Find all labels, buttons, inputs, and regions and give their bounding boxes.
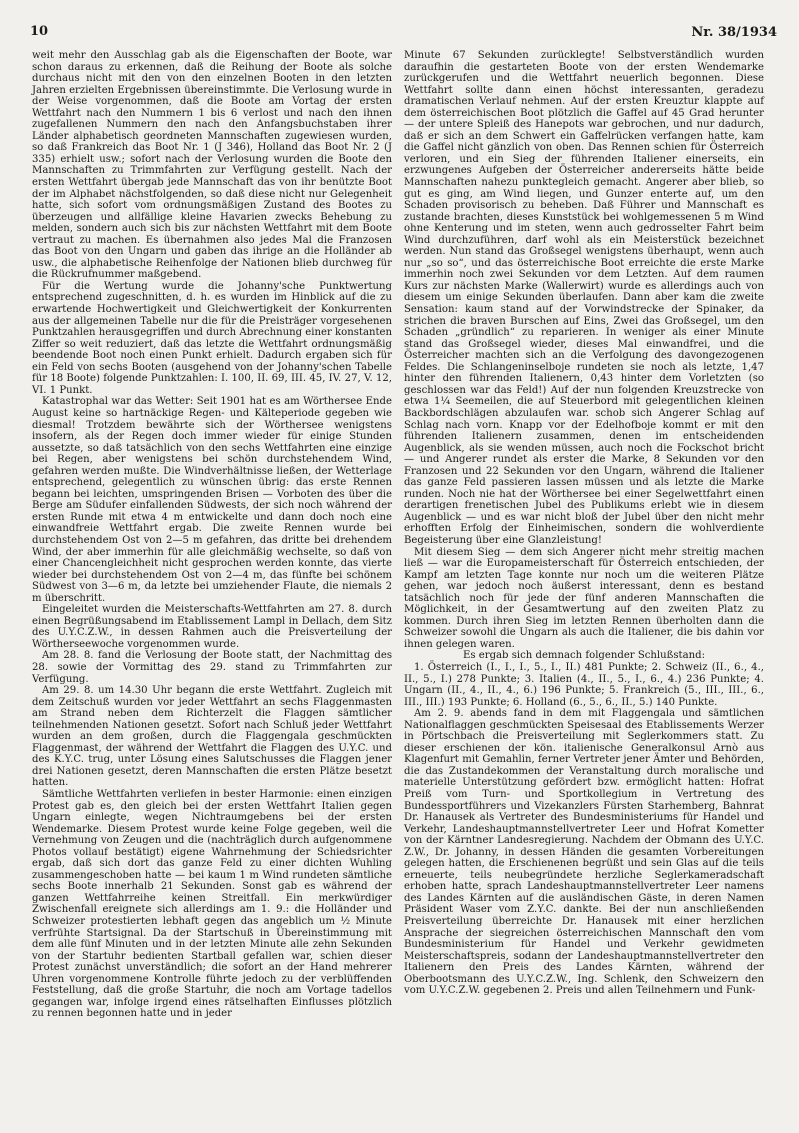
paragraph: Minute 67 Sekunden zurücklegte! Selbstverständlich wurden daraufhin die gestarteten Boote von der ersten Wendemarke zurückgerufen und die Wettfahrt neuerlich begonnen. Diese Wettfahrt sollte dann einen höchst interessanten, geradezu dramatischen Verlauf nehmen. Auf der ersten Kreuztur klappte auf dem österreichischen Boot plötzlich die Gaffel auf 45 Grad herunter — der untere Spleiß des Hanepots war gebrochen, und nur dadurch, daß er sich an dem Schwert ein Gaffelrücken verfangen hatte, kam die Gaffel nicht gänzlich von oben. Das Rennen schien für Österreich verloren, und ein Sieg der führenden Italiener einerseits, ein erzwungenes Aufgeben der Österreicher andererseits hätte beide Mannschaften nahezu punktegleich gemacht. Angerer aber blieb, so gut es ging, am Wind liegen, und Gunzer enterte auf, um den Schaden provisorisch zu beheben. Daß Führer und Mannschaft es zustande brachten, dieses Kunststück bei wohlgemessenen 5 m Wind ohne Kenterung und im steten, wenn auch gedrosselter Fahrt beim Wind durchzuführen, darf wohl als ein Meisterstück bezeichnet werden. Nun stand das Großsegel wenigstens überhaupt, wenn auch nur „so so“, und das österreichische Boot erreichte die erste Marke immerhin noch zwei Sekunden vor dem Letzten. Auf dem raumen Kurs zur nächsten Marke (Wallerwirt) wurde es allerdings auch von diesem um einige Sekunden überlaufen. Dann aber kam die zweite Sensation: kaum stand auf der Vorwindstrecke der Spinaker, da strichen die braven Burschen auf Eins, Zwei das Großsegel, um den Schaden „gründlich“ zu reparieren. In weniger als einer Minute stand das Großsegel wieder, dieses Mal einwandfrei, und die Österreicher machten sich an die Verfolgung des davongezogenen Feldes. Die Schlangeninselboje rundeten sie noch als letzte, 1,47 hinter den führenden Italienern, 0,43 hinter dem Vorletzten (so geschlossen war das Feld!) Auf der nun folgenden Kreuzstrecke von etwa 1¼ Seemeilen, die auf Steuerbord mit gelegentlichen kleinen Backbordschlägen abzulaufen war. schob sich Angerer Schlag auf Schlag nach vorn. Knapp vor der Edelhofboje kommt er mit den führenden Italienern zusammen, denen im entscheidenden Augenblick, als sie wenden müssen, auch noch die Fockschot bricht — und Angerer rundet als erster die Marke, 8 Sekunden vor den Franzosen und 22 Sekunden vor den Ungarn, während die Italiener das ganze Feld passieren lassen müssen und als letzte die Marke runden. Noch nie hat der Wörthersee bei einer Segelwettfahrt einen derartigen frenetischen Jubel des Publikums erlebt wie in diesem Augenblick — und es war nicht bloß der Jubel über den nicht mehr erhofften Erfolg der Einheimischen, sondern die wohlverdiente Begeisterung über eine Glanzleistung! <box>404 50 764 546</box>
paragraph: Am 2. 9. abends fand in dem mit Flaggengala und sämtlichen Nationalflaggen geschmückten Speisesaal des Etablissements Werzer in Pörtschbach die Preisverteilung mit Seglerkommers statt. Zu dieser erschienen der kön. italienische Generalkonsul Arnò aus Klagenfurt mit Gemahlin, ferner Vertreter jener Ämter und Behörden, die das Zustandekommen der Veranstaltung durch moralische und materielle Unterstützung gefördert bzw. ermöglicht hatten: Hofrat Preiß vom Turn- und Sportkollegium in Vertretung des Bundessportführers und Vizekanzlers Fürsten Starhemberg, Bahnrat Dr. Hanausek als Vertreter des Bundesministeriums für Handel und Verkehr, Landeshauptmannstellvertreter Leer und Hofrat Kometter von der Kärntner Landesregierung. Nachdem der Obmann des U.Y.C. Z.W., Dr. Johanny, in dessen Händen die gesamten Vorbereitungen gelegen hatten, die Erschienenen begrüßt und sein Glas auf die teils erneuerte, teils neubegründete herzliche Seglerkameradschaft erhoben hatte, sprach Landeshauptmannstellvertreter Leer namens des Landes Kärnten auf die ausländischen Gäste, in deren Namen Präsident Waser vom Z.Y.C. dankte. Bei der nun anschließenden Preisverteilung überreichte Dr. Hanausek mit einer herzlichen Ansprache der siegreichen österreichischen Mannschaft den vom Bundesministerium für Handel und Verkehr gewidmeten Meisterschaftspreis, sodann der Landeshauptmannstellvertreter den Italienern den Preis des Landes Kärnten, während der Oberbootsmann des U.Y.C.Z.W., Ing. Schlenk, den Schweizern den vom U.Y.C.Z.W. gegebenen 2. Preis und allen Teilnehmern und Funk- <box>404 708 764 997</box>
right-column <box>404 50 764 997</box>
paragraph: Eingeleitet wurden die Meisterschafts-Wettfahrten am 27. 8. durch einen Begrüßungsabend im Etablissement Lampl in Dellach, dem Sitz des U.Y.C.Z.W., in dessen Rahmen auch die Preisverteilung der Wörtherseewoche vorgenommen wurde. <box>32 604 392 650</box>
paragraph: Am 29. 8. um 14.30 Uhr begann die erste Wettfahrt. Zugleich mit dem Zeitschuß wurden vor jeder Wettfahrt an sechs Flaggenmasten am Strand neben dem Richterzelt die Flaggen sämtlicher teilnehmenden Nationen gesetzt. Sofort nach Schluß jeder Wettfahrt wurden an dem großen, durch die Flaggengala geschmückten Flaggenmast, der während der Wettfahrt die Flaggen des U.Y.C. und des K.Y.C. trug, unter Lösung eines Salutschusses die Flaggen jener drei Nationen gesetzt, deren Mannschaften die ersten Plätze besetzt hatten. <box>32 685 392 789</box>
paragraph: weit mehr den Ausschlag gab als die Eigenschaften der Boote, war schon daraus zu erkennen, daß die Reihung der Boote als solche durchaus nicht mit den von den einzelnen Booten in den letzten Jahren erzielten Ergebnissen übereinstimmte. Die Verlosung wurde in der Weise vorgenommen, daß die Boote am Vortag der ersten Wettfahrt nach den Nummern 1 bis 6 verlost und nach den ihnen zugefallenen Nummern den nach den Anfangsbuchstaben ihrer Länder alphabetisch geordneten Mannschaften zugewiesen wurden, so daß Frankreich das Boot Nr. 1 (J 346), Holland das Boot Nr. 2 (J 335) erhielt usw.; sofort nach der Verlosung wurden die Boote den Mannschaften zu Trimmfahrten zur Verfügung gestellt. Nach der ersten Wettfahrt übergab jede Mannschaft das von ihr benützte Boot der im Alphabet nächstfolgenden, so daß diese nicht nur Gelegenheit hatte, sich sofort vom ordnungsmäßigen Zustand des Bootes zu überzeugen und allfällige kleine Havarien zwecks Behebung zu melden, sondern auch sich bis zur nächsten Wettfahrt mit dem Boote vertraut zu machen. Es übernahmen also jedes Mal die Franzosen das Boot von den Ungarn und gaben das ihrige an die Holländer ab usw., die alphabetische Reihenfolge der Nationen blieb durchweg für die Rückrufnummer maßgebend. <box>32 50 392 281</box>
left-column <box>32 50 392 1020</box>
paragraph: Sämtliche Wettfahrten verliefen in bester Harmonie: einen einzigen Protest gab es, den gleich bei der ersten Wettfahrt Italien gegen Ungarn einlegte, wegen Nichtraumgebens bei der ersten Wendemarke. Diesem Protest wurde keine Folge gegeben, weil die Vernehmung von Zeugen und die (nachträglich durch aufgenommene Photos vollauf bestätigt) eigene Wahrnehmung der Schiedsrichter ergab, daß sich dort das ganze Feld zu einer dichten Wuhling zusammengeschoben hatte — bei kaum 1 m Wind rundeten sämtliche sechs Boote innerhalb 21 Sekunden. Sonst gab es während der ganzen Wettfahrreihe keinen Streitfall. Ein merkwürdiger Zwischenfall ereignete sich allerdings am 1. 9.: die Holländer und Schweizer protestierten lebhaft gegen das angeblich um ½ Minute verfrühte Startsignal. Da der Startschuß in Übereinstimmung mit dem alle fünf Minuten und in der letzten Minute alle zehn Sekunden von der Startuhr bedienten Startball gefallen war, schien dieser Protest zunächst unverständlich; die sofort an der Hand mehrerer Uhren vorgenommene Kontrolle führte jedoch zu der verblüffenden Feststellung, daß die große Startuhr, die noch am Vortage tadellos gegangen war, infolge irgend eines rätselhaften Einflusses plötzlich zu rennen begonnen hatte und in jeder <box>32 789 392 1020</box>
results-heading: Es ergab sich demnach folgender Schlußstand: <box>463 650 705 662</box>
paragraph: Mit diesem Sieg — dem sich Angerer nicht mehr streitig machen ließ — war die Europameisterschaft für Österreich entschieden, der Kampf am letzten Tage konnte nur noch um die weiteren Plätze gehen, war jedoch noch äußerst interessant, denn es bestand tatsächlich noch für jede der fünf anderen Mannschaften die Möglichkeit, in der Gesamtwertung auf den zweiten Platz zu kommen. Durch ihren Sieg im letzten Rennen überholten dann die Schweizer sowohl die Ungarn als auch die Italiener, die bis dahin vor ihnen gelegen waren. <box>404 546 764 650</box>
paragraph: Katastrophal war das Wetter: Seit 1901 hat es am Wörthersee Ende August keine so hartnäckige Regen- und Kälteperiode gegeben wie diesmal! Trotzdem bewährte sich der Wörthersee wenigstens insofern, als der Regen doch immer wieder für einige Stunden aussetzte, so daß tatsächlich von den sechs Wettfahrten eine einzige bei Regen, aber wenigstens bei schön durchstehendem Wind, gefahren werden mußte. Die Windverhältnisse ließen, der Wetterlage entsprechend, gelegentlich zu wünschen übrig: das erste Rennen begann bei leichten, umspringenden Brisen — Vorboten des über die Berge am Südufer einfallenden Südwests, der sich noch während der ersten Runde mit etwa 4 m entwickelte und dann doch noch eine einwandfreie Wettfahrt ergab. Die zweite Rennen wurde bei durchstehendem Ost von 2—5 m gefahren, das dritte bei drehendem Wind, der aber immerhin für alle gleichmäßig wechselte, so daß von einer Chancengleichheit nicht gesprochen werden konnte, das vierte wieder bei durchstehendem Ost von 2—4 m, das fünfte bei schönem Südwest von 3—6 m, da letzte bei umziehender Flaute, die niemals 2 m überschritt. <box>32 396 392 604</box>
paragraph: Für die Wertung wurde die Johanny'sche Punktwertung entsprechend zugeschnitten, d. h. es wurden im Hinblick auf die zu erwartende Hochwertigkeit und Gleichwertigkeit der Konkurrenten aus der allgemeinen Tabelle nur die für die Preisträger vorgesehenen Punktzahlen herausgegriffen und durch Abrechnung einer konstanten Ziffer so weit reduziert, daß das letzte die Wettfahrt ordnungsmäßig beendende Boot noch einen Punkt erhielt. Dadurch ergaben sich für ein Feld von sechs Booten (ausgehend von der Johanny'schen Tabelle für 18 Boote) folgende Punktzahlen: I. 100, II. 69, III. 45, IV. 27, V. 12, VI. 1 Punkt. <box>32 280 392 396</box>
results-paragraph: 1. Österreich (I., I., I., 5., I., II.) 481 Punkte; 2. Schweiz (II., 6., 4., II., 5., I.) 278 Punkte; 3. Italien (4., II., 5., I., 6., 4.) 236 Punkte; 4. Ungarn (II., 4., II., 4., 6.) 196 Punkte; 5. Frankreich (5., III., III., 6., III., III.) 193 Punkte; 6. Holland (6., 5., 6., II., 5.) 140 Punkte. <box>404 661 764 708</box>
issue-number: Nr. 38/1934 <box>691 25 777 40</box>
paragraph: Am 28. 8. fand die Verlosung der Boote statt, der Nachmittag des 28. sowie der Vormittag des 29. stand zu Trimmfahrten zur Verfügung. <box>32 650 392 685</box>
page-number: 10 <box>30 24 49 39</box>
